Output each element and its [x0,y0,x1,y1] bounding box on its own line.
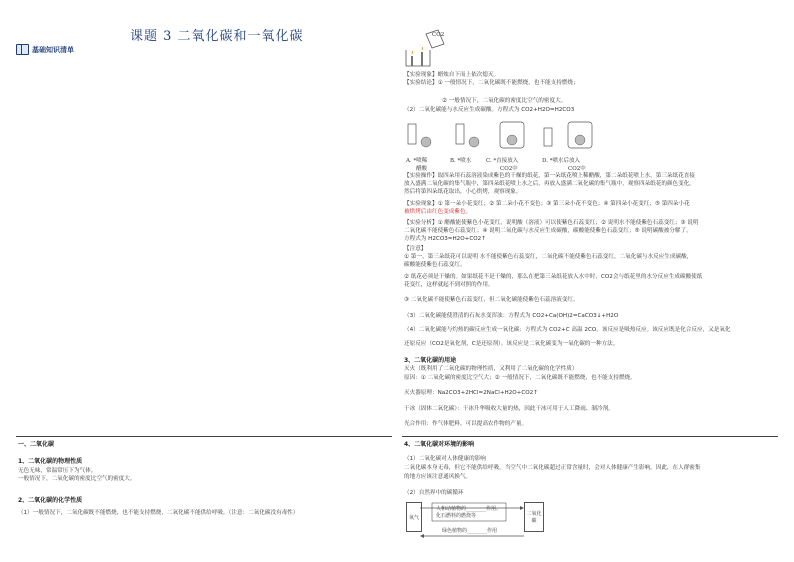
carbon-line-1: （4）二氧化碳能与灼热的碳反应生成一氧化碳：方程式为 CO2+C 高温 2CO。该反应是吸热反应。该反应既是化合反应，又是氧化 [404,327,731,333]
environment-1: （1）二氧化碳对人体健康的影响 [404,456,486,462]
co2-water-line: （2）二氧化碳能与水反应生成碳酸。方程式为 CO2+H2O=H2CO3 [404,107,575,113]
uses-2: 原因：① 二氧化碳的密度比空气大；② 一般情况下，二氧化碳既不能燃烧，也不能支持燃烧。 [404,375,636,381]
cycle-top-2: 化石燃料的燃烧等 [436,513,477,519]
conclusion-line-2: ② 一般情况下，二氧化碳的密度比空气的密度大。 [442,98,567,104]
uses-heading: 3、二氧化碳的用途 [404,357,457,364]
note-5: ③ 二氧化碳不能使紫色石蕊变红，但二氧化碳能使紫色石蕊溶液变红。 [404,297,579,303]
flower-experiment-svg [404,118,604,156]
physical-2: 一般情况下，二氧化碳的密度比空气的密度大。 [18,476,136,482]
note-4: 花变红，这样就起不到对照的作用。 [404,282,494,288]
carbon-cycle-heading: （2）自然界中的碳循环 [404,490,464,496]
uses-3: 灭火器原理：Na2CO3+2HCl=2NaCl+H2O+CO2↑ [404,390,538,396]
badge-label: 基础知识清单 [32,45,74,54]
note-2: 碳酸能使紫色石蕊变红。 [404,262,466,268]
analysis-3: 方程式为 H2CO3=H2O+CO2↑ [404,236,486,242]
conclusion-line-1: 【实验结论】① 一般情况下，二氧化碳既不能燃烧，也不能支持燃烧； [404,80,579,86]
operation-3: 然后将第四朵纸花取出，小心烘烤，观察现象。 [404,189,522,195]
flower-d-caption: D. *喷水后放入 [542,158,580,164]
uses-1: 灭火（既利用了二氧化碳的物理性质，又利用了二氧化碳的化学性质） [404,366,578,372]
candle-apparatus [404,28,448,68]
note-3: ② 纸花必须是干燥的。如果纸花不是干燥的，那么在把第三朵纸花放入水中时，CO2会与纸花里的水分反应生成碳酸使纸 [404,274,703,280]
physical-heading: 1、二氧化碳的物理性质 [18,458,83,465]
flower-c-sub: CO2中 [500,166,518,172]
phenomenon-2: 被烘烤后由红色变成紫色。 [404,209,472,215]
flower-c-caption: C. *直接放入 [486,158,519,164]
carbon-line-2: 还原反应（CO2是氧化剂，C是还原剂）。该反应是二氧化碳变为一氧化碳的一种方法。 [404,341,619,347]
chemical-heading: 2、二氧化碳的化学性质 [18,497,83,504]
operation-2: 放入盛满二氧化碳的集气瓶中，第四朵纸花喷上水之后，再放入盛满二氧化碳的集气瓶中，观察四朵纸花的颜色变化。 [404,181,695,187]
environment-heading: 4、二氧化碳对环境的影响 [404,441,475,448]
section-badge [16,44,74,55]
note-heading: 【注意】 [404,246,427,252]
flower-d-sub: CO2中 [568,166,586,172]
uses-5: 光合作用：作气体肥料，可以提高农作物的产量。 [404,421,528,427]
limewater-line: （3）二氧化碳能使澄清的石灰水变浑浊：方程式为 CO2+Ca(OH)2=CaCO3↓+H2O [404,313,619,319]
note-1: ① 第一、第三朵纸花可以说明 水不能使紫色石蕊变红，二氧化碳不能使紫色石蕊变红，二氧化碳与水反应生成碳酸， [404,254,693,260]
flower-experiment [404,118,604,173]
flower-a-caption: A. *喷稀 [406,158,428,164]
divider-left [16,436,392,437]
cycle-arrows [420,502,524,542]
physical-1: 无色无味，常温常压下为气体。 [18,468,97,474]
analysis-1: 【实验分析】① 醋酸能使紫色小花变红，说明酸（溶液）可以使紫色石蕊变红；② 说明水不能使紫色石蕊变红；③ 说明 [404,220,699,226]
cycle-top-1: 人和动植物的________作用、 [436,506,502,512]
book-icon [16,44,29,55]
co2-box: 二氧化碳 [524,502,544,532]
uses-4: 干冰（固体二氧化碳）：干冰升华吸收大量的热，因此干冰可用于人工降雨、制冷剂。 [404,406,614,412]
environment-2: 二氧化碳本身无毒，但它不能供给呼吸，当空气中二氧化碳超过正常含量时，会对人体健康产生影响。因此，在人群密集 [404,465,701,471]
phenomenon-1: 【实验现象】① 第一朵小花变红；② 第二朵小花不变色；③ 第三朵小花不变色；④ 第四朵小花变红；⑤ 第四朵小花 [404,201,690,207]
chemical-1: （1）一般情况下，二氧化碳既不能燃烧，也不能支持燃烧，二氧化碳不能供给呼吸。（注意：二氧化碳没有毒性） [18,510,299,516]
environment-3: 的地方应该注意通风换气。 [404,474,472,480]
phenomenon-line: 【实验现象】蜡烛自下而上依次熄灭。 [404,72,500,78]
page-title: 课题 3 二氧化碳和一氧化碳 [130,29,304,44]
divider-right [402,436,778,437]
section-co2: 一、二氧化碳 [18,441,55,448]
co2-label: CO2 [432,32,445,38]
flower-b-caption: B. *喷水 [450,158,472,164]
analysis-2: 二氧化碳不能使紫色石蕊变红；④ 说明二氧化碳与水反应生成碳酸，碳酸能使紫色石蕊变红；⑤ 说明碳酸被分解了。 [404,228,692,234]
operation-1: 【实验操作】取四朵用石蕊溶液染成紫色的干燥的纸花，第一朵纸花喷上稀醋酸，第二朵纸花喷上水，第三朵纸花直接 [404,173,695,179]
cycle-bottom: 绿色植物的________作用 [442,528,498,534]
flower-a-sub: 醋酸 [416,166,428,172]
oxygen-box: 氧气 [406,502,422,532]
